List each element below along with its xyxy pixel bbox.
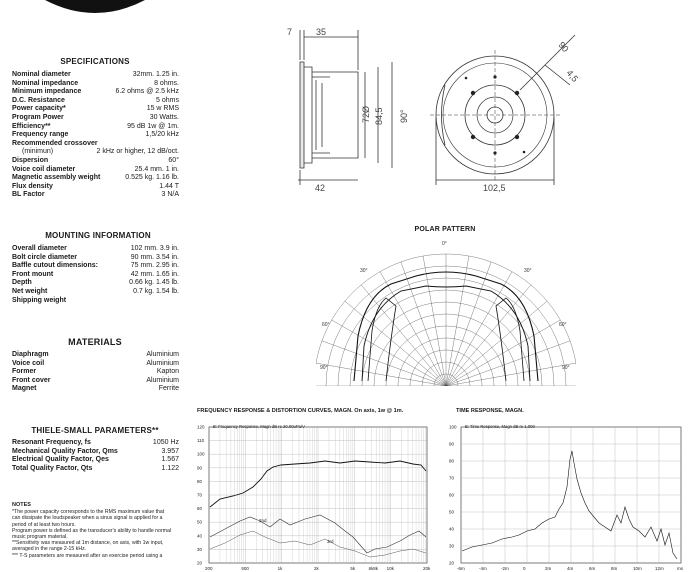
specifications-value: 30 Watts. [149, 113, 179, 121]
specifications-row [12, 80, 179, 89]
specifications-label: Magnetic assembly weight [12, 174, 101, 182]
freq-ytick: 60 [197, 506, 203, 512]
specifications-value: 95 dB 1w @ 1m. [127, 122, 179, 130]
specifications-row [12, 148, 179, 157]
time-xtick: -2m [501, 566, 509, 571]
time-chart [447, 419, 687, 572]
time-xtick: 4m [567, 566, 574, 571]
mounting-title: MOUNTING INFORMATION [45, 231, 151, 240]
specifications-value: 32mm. 1.25 in. [132, 71, 179, 78]
mounting-value: 75 mm. 2.95 in. [130, 262, 179, 270]
specifications-row [12, 166, 179, 175]
dim-72: 72Ø [361, 105, 371, 123]
materials-value: Ferrite [158, 385, 179, 393]
thiele-row [12, 439, 179, 448]
notes-line: averaged in the range 2-15 kHz. [12, 546, 87, 553]
thiele-label: Electrical Quality Factor, Qes [12, 456, 109, 464]
thiele-value: 1.567 [161, 456, 179, 464]
freq-xtick: 1k [277, 566, 283, 571]
materials-row [12, 377, 179, 386]
thiele-row [12, 465, 179, 474]
specifications-list [12, 71, 179, 200]
thiele-row [12, 456, 179, 465]
time-xtick: 8m [611, 566, 618, 571]
specifications-row [12, 174, 179, 183]
polar-grid-spoke [446, 341, 570, 386]
mounting-row [12, 288, 179, 297]
materials-label: Magnet [12, 385, 37, 393]
specifications-label: Nominal impedance [12, 79, 79, 87]
freq-ytick: 110 [197, 438, 205, 444]
notes-line: period of at least two hours. [12, 521, 76, 528]
materials-label: Former [12, 368, 37, 376]
specifications-value: 3 N/A [161, 191, 179, 199]
specifications-title: SPECIFICATIONS [60, 57, 130, 66]
freq-xtick: 200 [205, 566, 213, 571]
mounting-row [12, 262, 179, 271]
freq-ytick: 80 [197, 478, 203, 484]
freq-xtick: 5k [350, 566, 356, 571]
specifications-value: 60° [168, 156, 179, 164]
mounting-value: 102 mm. 3.9 in. [130, 245, 179, 252]
specifications-label: Voice coil diameter [12, 165, 76, 173]
notes-lines [12, 509, 190, 559]
notes-line: can dissipate the loudspeaker when a sinus signal is applied for a [12, 515, 163, 522]
mounting-value: 90 mm. 3.54 in. [130, 253, 179, 261]
polar-title: POLAR PATTERN [414, 226, 476, 233]
time-ytick: 40 [449, 526, 455, 532]
mounting-row [12, 279, 179, 288]
materials-label: Voice coil [12, 359, 45, 367]
polar-grid-spoke [423, 256, 446, 386]
dim-4-5: 4,5 [564, 67, 581, 84]
freq-label-3rd: 3rd [327, 539, 334, 544]
freq-ytick: 50 [197, 519, 203, 525]
specifications-value: 15 w RMS [146, 105, 179, 113]
thiele-title: THIELE-SMALL PARAMETERS** [31, 426, 159, 435]
specifications-row [12, 157, 179, 166]
polar-angle-90-right: 90° [562, 365, 570, 371]
polar-angle-0: 0° [442, 241, 447, 247]
mounting-label: Front mount [12, 270, 54, 278]
time-xtick: 2m [545, 566, 552, 571]
time-ytick: 20 [449, 560, 455, 566]
specifications-label: Nominal diameter [12, 71, 71, 78]
freq-chart-header: B: Frequency Response, Magn dB re 20.00uPa/V [213, 424, 305, 429]
specifications-label: Frequency range [12, 131, 69, 139]
freq-xtick: 2k [314, 566, 319, 571]
time-ytick: 30 [449, 543, 455, 549]
time-xtick: 0 [523, 566, 526, 571]
materials-row [12, 368, 179, 377]
time-xtick: 6m [589, 566, 596, 571]
specifications-label: BL Factor [12, 191, 45, 199]
mounting-label: Bolt circle diameter [12, 253, 77, 261]
specifications-label: Dispersion [12, 156, 49, 164]
polar-grid-spoke [446, 256, 469, 386]
specifications-label: Efficiency** [12, 122, 51, 130]
materials-list [12, 351, 179, 394]
notes-title: NOTES [12, 502, 31, 508]
dim-42: 42 [315, 183, 326, 193]
thiele-list [12, 439, 179, 473]
freq-ytick: 90 [197, 465, 203, 471]
polar-grid-spoke [332, 320, 446, 386]
polar-grid-spoke [322, 341, 446, 386]
specifications-row [12, 140, 179, 149]
polar-grid-spoke [446, 363, 576, 386]
specifications-value: 1.44 T [159, 182, 179, 190]
freq-xtick: 500 [241, 566, 249, 571]
specifications-row [12, 131, 179, 140]
specifications-row [12, 88, 179, 97]
specifications-label: Recommended crossover [12, 139, 98, 147]
product-photo-edge [40, 0, 150, 14]
time-ytick: 80 [449, 458, 455, 464]
time-xtick: -4m [479, 566, 487, 571]
polar-grid-spoke [446, 262, 491, 386]
thiele-label: Mechanical Quality Factor, Qms [12, 447, 118, 455]
freq-ytick: 120 [197, 424, 205, 430]
time-chart-title: TIME RESPONSE, MAGN. [456, 408, 524, 414]
time-ytick: 50 [449, 509, 455, 515]
specifications-value: 2 kHz or higher, 12 dB/oct. [96, 148, 179, 156]
freq-ytick: 30 [197, 546, 203, 552]
notes-line: *The power capacity corresponds to the RMS maximum value that [12, 509, 165, 516]
specifications-row [12, 105, 179, 114]
dim-90-deg: 90° [399, 109, 409, 123]
technical-drawing [270, 5, 590, 195]
dim-7: 7 [287, 27, 293, 37]
notes-block [12, 502, 190, 559]
freq-xtick-minor: 6k [368, 566, 374, 571]
materials-row [12, 351, 179, 360]
materials-label: Front cover [12, 376, 51, 384]
specifications-label: (minimun) [22, 148, 54, 156]
dim-84-5: 84,5 [374, 107, 384, 125]
thiele-value: 3.957 [161, 447, 179, 455]
specifications-label: Power capacity* [12, 105, 66, 113]
specifications-value: 6.2 ohms @ 2.5 kHz [115, 88, 179, 96]
mounting-list [12, 245, 179, 305]
specifications-row [12, 123, 179, 132]
freq-xtick: 20k [423, 566, 431, 571]
specifications-value: 1,5/20 kHz [145, 131, 179, 139]
dim-102-5: 102,5 [483, 183, 506, 193]
specifications-row [12, 71, 179, 80]
specifications-label: D.C. Resistance [12, 96, 65, 104]
specifications-value: 8 ohms. [154, 79, 179, 87]
mounting-value: 42 mm. 1.65 in. [130, 270, 179, 278]
time-ytick: 90 [449, 441, 455, 447]
notes-line: **Sensitivity was measured at 1m distance, on axis, with 1w input, [12, 540, 164, 547]
specifications-row [12, 191, 179, 200]
materials-row [12, 385, 179, 394]
specifications-label: Program Power [12, 113, 64, 121]
time-ytick: 70 [449, 475, 455, 481]
thiele-label: Total Quality Factor, Qts [12, 464, 93, 472]
thiele-row [12, 448, 179, 457]
freq-ytick: 20 [197, 560, 203, 566]
materials-label: Diaphragm [12, 351, 49, 358]
specifications-row [12, 97, 179, 106]
mounting-label: Overall diameter [12, 245, 67, 252]
mounting-label: Shipping weight [12, 296, 67, 304]
specifications-value: 0.525 kg. 1.16 lb. [125, 174, 179, 182]
specifications-value: 25.4 mm. 1 in. [134, 165, 179, 173]
materials-value: Aluminium [146, 351, 179, 358]
freq-ytick: 70 [197, 492, 203, 498]
mounting-row [12, 245, 179, 254]
mounting-value: 0.7 kg. 1.54 lb. [133, 287, 179, 295]
polar-angle-60-right: 60° [559, 322, 567, 328]
materials-value: Aluminium [146, 359, 179, 367]
mounting-label: Depth [12, 279, 32, 287]
specifications-row [12, 183, 179, 192]
freq-ytick: 40 [197, 533, 203, 539]
polar-grid-spoke [446, 320, 560, 386]
freq-xtick-minor: 8k [373, 566, 378, 571]
thiele-value: 1.122 [161, 464, 179, 472]
freq-chart [195, 419, 440, 572]
materials-row [12, 360, 179, 369]
polar-chart [316, 236, 576, 386]
polar-grid-spoke [316, 363, 446, 386]
time-xtick: 12m [655, 566, 664, 571]
notes-line: music program material. [12, 534, 68, 541]
time-chart-header: B: Time Response, Magn dB re 1.000 [465, 424, 535, 429]
freq-chart-title: FREQUENCY RESPONSE & DISTORTION CURVES, MAGN. On axis, 1w @ 1m. [197, 408, 404, 414]
mounting-label: Baffle cutout dimensions: [12, 262, 98, 270]
materials-title: MATERIALS [68, 337, 122, 347]
time-ytick: 60 [449, 492, 455, 498]
polar-angle-90-left: 90° [320, 365, 328, 371]
specifications-row [12, 114, 179, 123]
freq-xtick: 10k [386, 566, 394, 571]
mounting-value: 0.66 kg. 1.45 lb. [129, 279, 179, 287]
thiele-label: Resonant Frequency, fs [12, 439, 91, 446]
specifications-label: Flux density [12, 182, 53, 190]
materials-value: Aluminium [146, 376, 179, 384]
dim-90: 90 [556, 39, 571, 54]
mounting-label: Net weight [12, 287, 48, 295]
thiele-value: 1050 Hz [152, 439, 179, 446]
notes-line: Program power is defined as the transducer's ability to handle normal [12, 527, 172, 534]
time-ytick: 100 [449, 424, 457, 430]
specifications-value: 5 ohms [156, 96, 179, 104]
notes-line: *** T-S parameters are measured after an exercise period using a [12, 552, 163, 559]
dim-35: 35 [316, 27, 327, 37]
materials-value: Kapton [156, 368, 179, 376]
freq-ytick: 100 [197, 451, 205, 457]
specifications-label: Minimum impedance [12, 88, 82, 96]
polar-angle-60-left: 60° [322, 322, 330, 328]
time-xtick: -6m [457, 566, 465, 571]
mounting-row [12, 297, 179, 306]
polar-angle-30-right: 30° [524, 268, 532, 274]
freq-label-2nd: 2nd [259, 518, 267, 523]
polar-angle-30-left: 30° [360, 268, 368, 274]
mounting-row [12, 254, 179, 263]
time-xtick: 10m [633, 566, 642, 571]
mounting-row [12, 271, 179, 280]
polar-grid-spoke [401, 262, 446, 386]
time-xtick: ms [677, 566, 683, 571]
